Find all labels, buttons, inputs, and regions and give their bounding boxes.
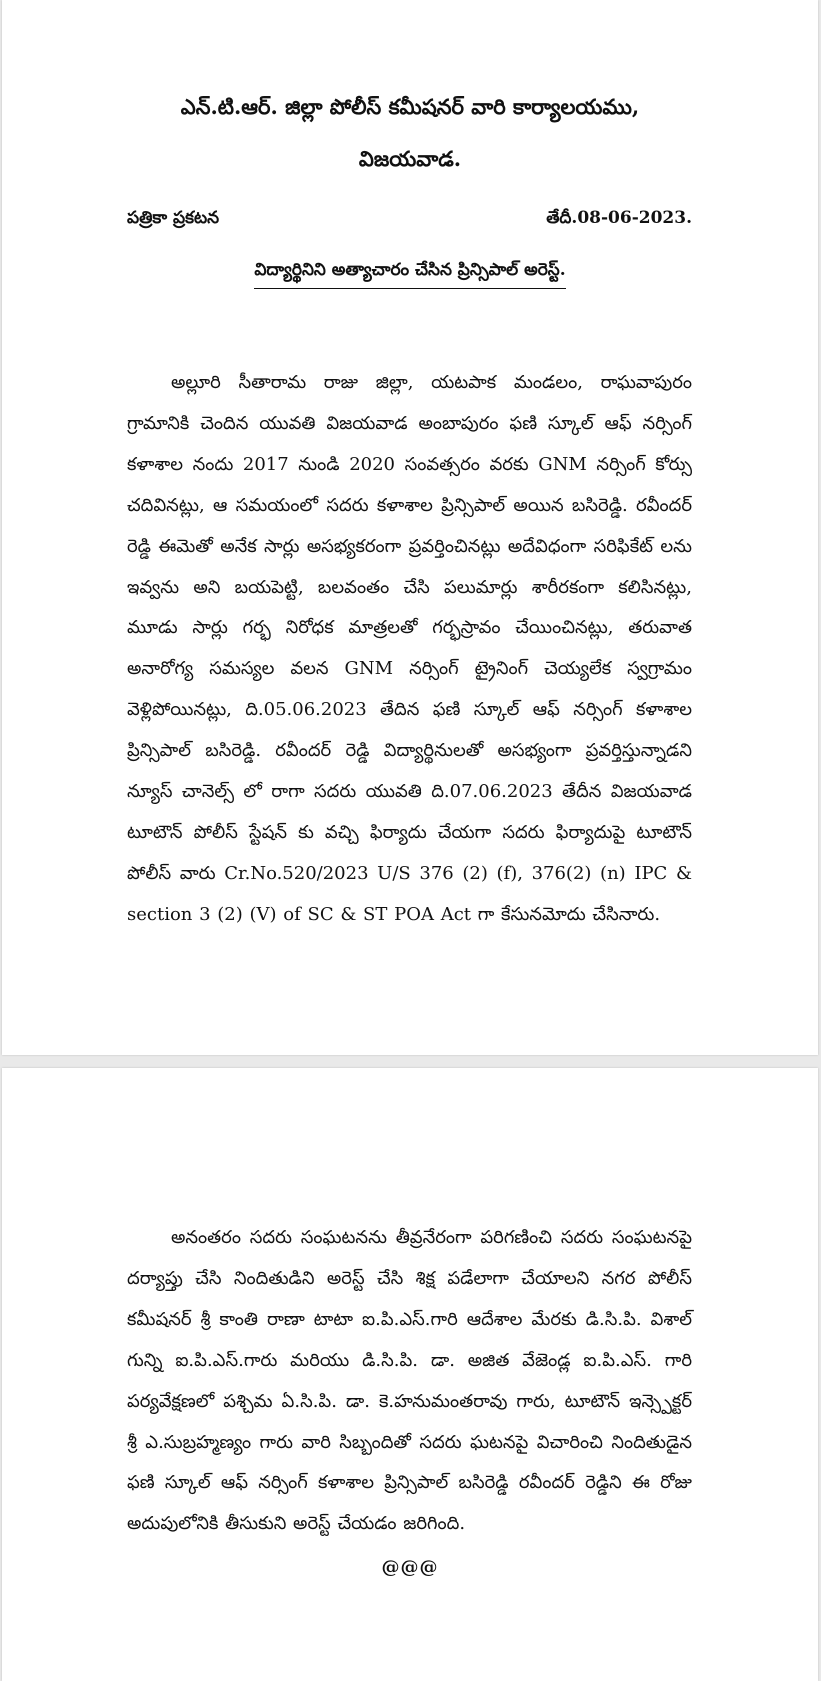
end-mark: @@@ xyxy=(381,1557,439,1578)
subject-text: విద్యార్థినిని అత్యాచారం చేసిన ప్రిన్సిపాల్ అరెస్ట్. xyxy=(254,260,565,289)
office-city: విజయవాడ. xyxy=(358,146,462,171)
body-paragraph-1: అల్లూరి సీతారామ రాజు జిల్లా, యటపాక మండలం, రాఘవాపురం గ్రామానికి చెందిన యువతి విజయవాడ అంబాపురం ఫణి స్కూల్ ఆఫ్ నర్సింగ్ కళాశాల నందు 2017 నుండి 2020 సంవత్సరం వరకు GNM నర్సింగ్ కోర్సు చదివినట్లు, ఆ సమయంలో సదరు కళాశాల ప్రిన్సిపాల్ అయిన బసిరెడ్డి. రవీందర్ రెడ్డి ఈమెతో అనేక సార్లు అసభ్యకరంగా ప్రవర్తించినట్లు అదేవిధంగా సరిఫికేట్ లను ఇవ్వను అని బయపెట్టి, బలవంతం చేసి పలుమార్లు శారీరకంగా కలిసినట్లు, మూడు సార్లు గర్భ నిరోధక మాత్రలతో గర్భస్రావం చేయించినట్లు, తరువాత అనారోగ్య సమస్యల వలన GNM నర్సింగ్ ట్రైనింగ్ చెయ్యలేక స్వగ్రామం వెళ్లిపోయినట్లు, ది.05.06.2023 తేదిన ఫణి స్కూల్ ఆఫ్ నర్సింగ్ కళాశాల ప్రిన్సిపాల్ బసిరెడ్డి. రవీందర్ రెడ్డి విద్యార్థినులతో అసభ్యంగా ప్రవర్తిస్తున్నాడని న్యూస్ చానెల్స్ లో రాగా సదరు యువతి ది.07.06.2023 తేదీన విజయవాడ టూటౌన్ పోలీస్ స్టేషన్ కు వచ్చి ఫిర్యాదు చేయగా సదరు ఫిర్యాదుపై టూటౌన్ పోలీస్ వారు Cr.No.520/2023 U/S 376 (2) (f), 376(2) (n) IPC & section 3 (2) (V) of SC & ST POA Act గా కేసునమోదు చేసినారు. xyxy=(127,372,692,925)
office-heading: ఎన్.టి.ఆర్. జిల్లా పోలీస్ కమీషనర్ వారి కార్యాలయము, xyxy=(180,94,640,119)
document-page-2 xyxy=(2,1068,818,1681)
body-paragraph-2: అనంతరం సదరు సంఘటనను తీవ్రనేరంగా పరిగణించి సదరు సంఘటనపై దర్యాప్తు చేసి నిందితుడిని అరెస్ట్ చేసి శిక్ష పడేలాగా చేయాలని నగర పోలీస్ కమీషనర్ శ్రీ కాంతి రాణా టాటా ఐ.పి.ఎస్.గారి ఆదేశాల మేరకు డి.సి.పి. విశాల్ గున్ని ఐ.పి.ఎస్.గారు మరియు డి.సి.పి. డా. అజిత వేజెండ్ల ఐ.పి.ఎస్. గారి పర్యవేక్షణలో పశ్చిమ ఏ.సి.పి. డా. కె.హనుమంతరావు గారు, టూటౌన్ ఇన్స్పెక్టర్ శ్రీ ఎ.సుబ్రహ్మణ్యం గారు వారి సిబ్బందితో సదరు ఘటనపై విచారించి నిందితుడైన ఫణి స్కూల్ ఆఫ్ నర్సింగ్ కళాశాల ప్రిన్సిపాల్ బసిరెడ్డి రవీందర్ రెడ్డిని ఈ రోజు అదుపులోనికి తీసుకుని అరెస్ట్ చేయడం జరిగింది. xyxy=(127,1227,692,1535)
press-release-label: పత్రికా ప్రకటన xyxy=(127,208,220,228)
document-page-1 xyxy=(2,0,818,1055)
release-date: తేదీ.08-06-2023. xyxy=(546,208,692,228)
subject-line xyxy=(2,260,818,289)
